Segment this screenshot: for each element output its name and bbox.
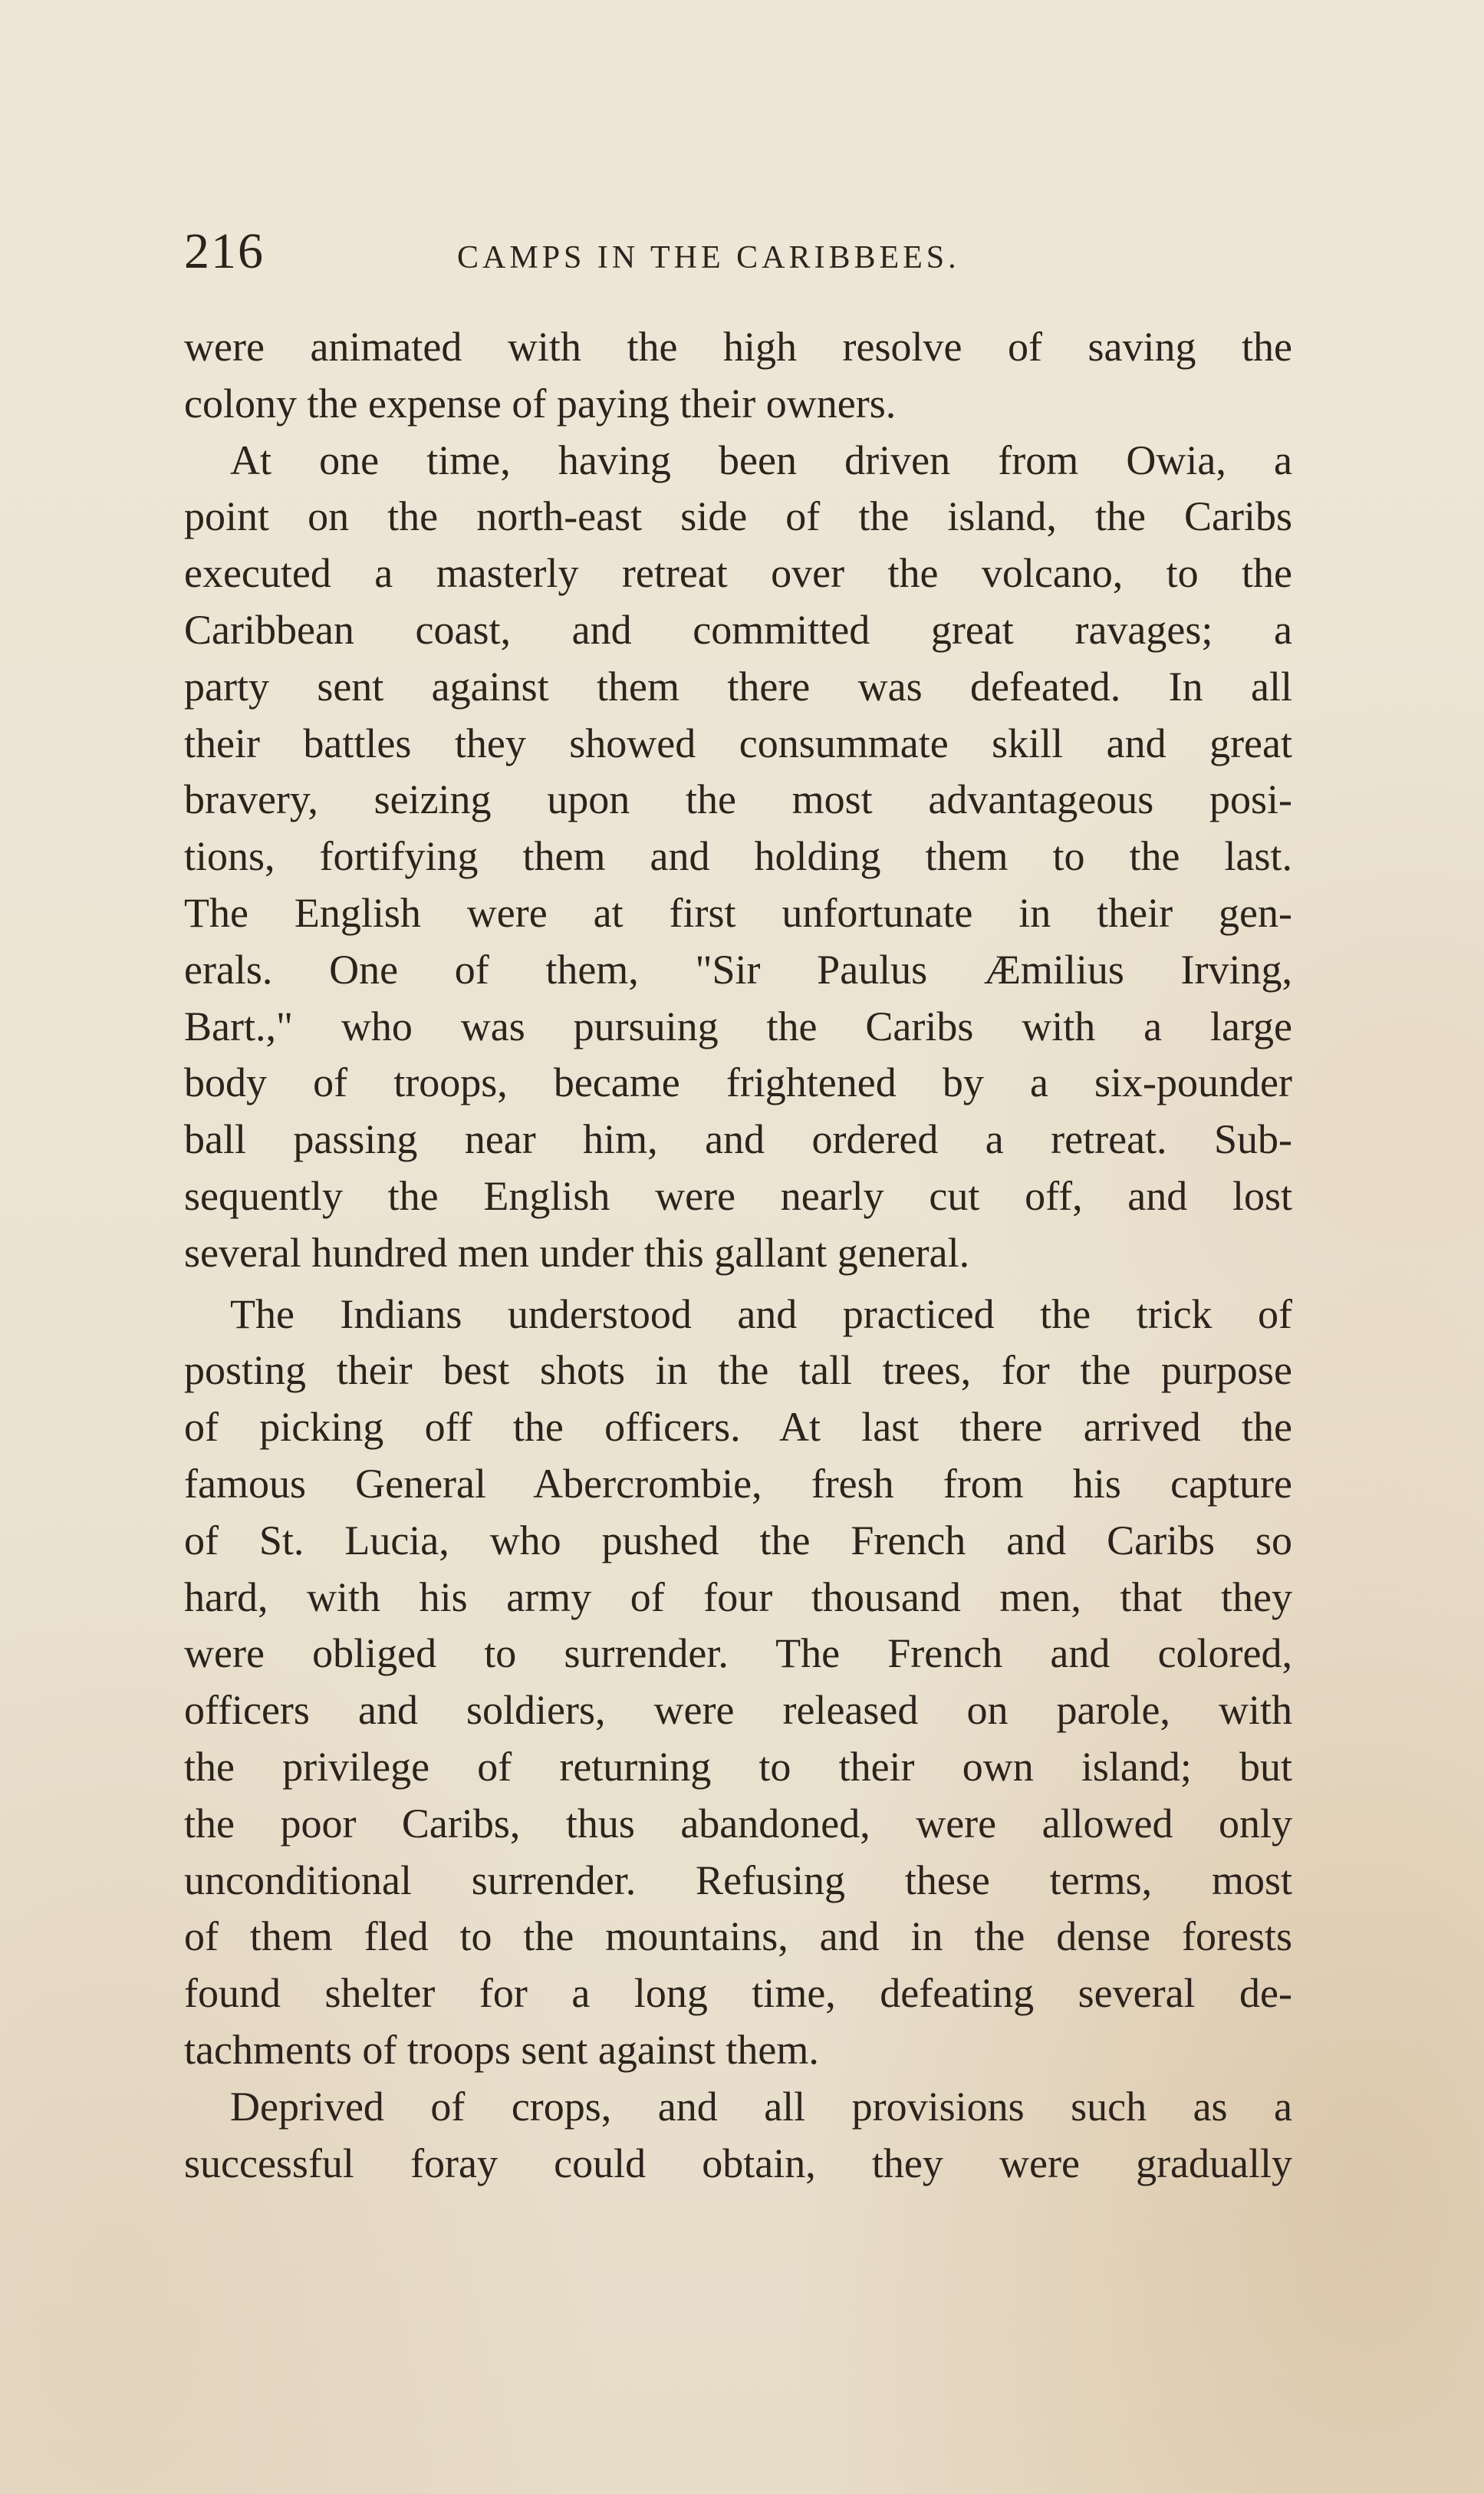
text-line: The English were at first unfortunate in their gen- xyxy=(184,889,1292,936)
text-line: Bart.," who was pursuing the Caribs with a large xyxy=(184,1003,1292,1049)
text-line: colony the expense of paying their owners. xyxy=(184,380,897,427)
text-line: of picking off the officers. At last there arrived the xyxy=(184,1404,1292,1451)
text-line: their battles they showed consummate skill and great xyxy=(184,720,1292,766)
paragraph-first-line: Deprived of crops, and all provisions such as a xyxy=(230,2083,1292,2130)
text-line: body of troops, became frightened by a six-pounder xyxy=(184,1059,1292,1106)
text-line: the privilege of returning to their own island; but xyxy=(184,1743,1292,1790)
text-line: party sent against them there was defeated. In all xyxy=(184,663,1292,710)
text-line: the poor Caribs, thus abandoned, were allowed only xyxy=(184,1800,1292,1847)
text-line: bravery, seizing upon the most advantageous posi- xyxy=(184,776,1292,823)
text-line: of St. Lucia, who pushed the French and Caribs so xyxy=(184,1517,1292,1563)
text-line: successful foray could obtain, they were gradually xyxy=(184,2140,1292,2186)
body-text xyxy=(184,319,1292,2192)
text-line: famous General Abercrombie, fresh from his capture xyxy=(184,1460,1292,1507)
text-line: sequently the English were nearly cut off, and lost xyxy=(184,1172,1292,1219)
text-line: tions, fortifying them and holding them to the last. xyxy=(184,833,1292,880)
text-line: erals. One of them, "Sir Paulus Æmilius Irving, xyxy=(184,946,1292,993)
running-head: CAMPS IN THE CARIBBEES. xyxy=(457,240,960,275)
page-header xyxy=(184,221,1288,282)
text-line: were obliged to surrender. The French and colored, xyxy=(184,1630,1292,1677)
text-line: executed a masterly retreat over the volcano, to the xyxy=(184,550,1292,597)
page-number: 216 xyxy=(184,223,265,279)
text-line: posting their best shots in the tall trees, for the purpose xyxy=(184,1347,1292,1394)
text-line: of them fled to the mountains, and in the dense forests xyxy=(184,1913,1292,1960)
text-line: were animated with the high resolve of saving the xyxy=(184,324,1292,370)
paragraph-first-line: At one time, having been driven from Owia, a xyxy=(230,437,1292,483)
text-line: unconditional surrender. Refusing these terms, most xyxy=(184,1856,1292,1903)
text-line: officers and soldiers, were released on parole, with xyxy=(184,1687,1292,1734)
text-line: Caribbean coast, and committed great ravages; a xyxy=(184,606,1292,653)
text-line: hard, with his army of four thousand men, that they xyxy=(184,1573,1292,1620)
paragraph-first-line: The Indians understood and practiced the trick of xyxy=(230,1290,1292,1337)
text-line: found shelter for a long time, defeating several de- xyxy=(184,1970,1292,2017)
text-line: ball passing near him, and ordered a retreat. Sub- xyxy=(184,1116,1292,1163)
text-line: several hundred men under this gallant general. xyxy=(184,1229,970,1276)
text-line: tachments of troops sent against them. xyxy=(184,2026,819,2073)
text-line: point on the north-east side of the island, the Caribs xyxy=(184,493,1292,540)
